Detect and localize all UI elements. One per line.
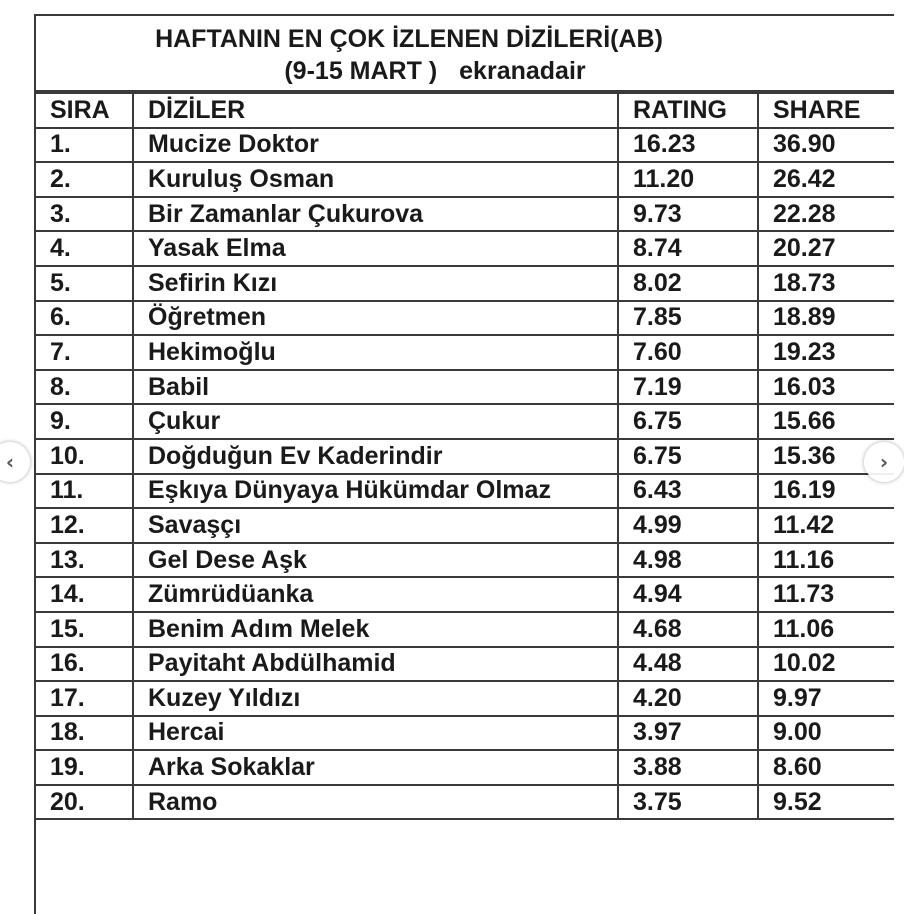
cell-share: 10.02 [758,647,894,682]
cell-rating: 4.94 [618,577,758,612]
cell-share: 9.52 [758,785,894,820]
cell-name: Babil [133,370,618,405]
table-row [34,404,894,439]
cell-rating: 7.19 [618,370,758,405]
cell-share: 16.03 [758,370,894,405]
cell-share: 15.36 [758,439,894,474]
cell-rank: 6. [34,301,133,336]
cell-rating: 6.75 [618,404,758,439]
cell-rating: 6.43 [618,474,758,509]
table-row [34,301,894,336]
cell-rank: 10. [34,439,133,474]
cell-rank: 4. [34,231,133,266]
next-slide-button[interactable] [864,442,904,482]
table-row [34,231,894,266]
cell-name: Benim Adım Melek [133,612,618,647]
cell-share: 11.73 [758,577,894,612]
cell-name: Öğretmen [133,301,618,336]
cell-rank: 1. [34,128,133,163]
cell-share: 19.23 [758,335,894,370]
cell-name: Hekimoğlu [133,335,618,370]
table-body [34,128,894,820]
cell-rank: 7. [34,335,133,370]
table-row [34,162,894,197]
cell-share: 22.28 [758,197,894,232]
cell-name: Çukur [133,404,618,439]
cell-name: Gel Dese Aşk [133,543,618,578]
cell-rating: 7.85 [618,301,758,336]
cell-rank: 8. [34,370,133,405]
cell-share: 11.06 [758,612,894,647]
chevron-left-icon: ‹ [5,450,15,474]
ratings-table [34,92,894,820]
table-row [34,474,894,509]
cell-rating: 4.98 [618,543,758,578]
ratings-sheet [34,14,894,914]
cell-share: 26.42 [758,162,894,197]
cell-rating: 3.88 [618,750,758,785]
cell-rating: 4.68 [618,612,758,647]
table-row [34,785,894,820]
cell-name: Yasak Elma [133,231,618,266]
cell-rank: 15. [34,612,133,647]
source-label: ekranadair [459,57,586,85]
header-rating: RATING [618,93,758,128]
cell-share: 9.00 [758,716,894,751]
cell-rating: 4.99 [618,508,758,543]
table-row [34,335,894,370]
cell-share: 11.42 [758,508,894,543]
cell-name: Eşkıya Dünyaya Hükümdar Olmaz [133,474,618,509]
cell-name: Arka Sokaklar [133,750,618,785]
cell-rank: 17. [34,681,133,716]
table-row [34,681,894,716]
prev-slide-button[interactable] [0,442,30,482]
cell-rank: 20. [34,785,133,820]
cell-rank: 5. [34,266,133,301]
cell-rank: 14. [34,577,133,612]
cell-share: 18.89 [758,301,894,336]
cell-rank: 16. [34,647,133,682]
cell-rank: 3. [34,197,133,232]
cell-rating: 8.74 [618,231,758,266]
cell-share: 36.90 [758,128,894,163]
cell-name: Savaşçı [133,508,618,543]
cell-share: 16.19 [758,474,894,509]
cell-rating: 4.48 [618,647,758,682]
header-row [34,93,894,128]
table-row [34,508,894,543]
cell-share: 9.97 [758,681,894,716]
chevron-right-icon: › [879,450,889,474]
table-row [34,647,894,682]
cell-rank: 19. [34,750,133,785]
header-name: DİZİLER [133,93,618,128]
table-row [34,266,894,301]
table-row [34,439,894,474]
page-title: HAFTANIN EN ÇOK İZLENEN DİZİLERİ(AB) [155,25,663,53]
table-row [34,750,894,785]
cell-name: Bir Zamanlar Çukurova [133,197,618,232]
cell-name: Doğduğun Ev Kaderindir [133,439,618,474]
cell-name: Hercai [133,716,618,751]
table-row [34,612,894,647]
cell-name: Ramo [133,785,618,820]
cell-rank: 12. [34,508,133,543]
cell-rating: 4.20 [618,681,758,716]
cell-name: Kuzey Yıldızı [133,681,618,716]
header-share: SHARE [758,93,894,128]
cell-rank: 11. [34,474,133,509]
table-row [34,577,894,612]
cell-rating: 8.02 [618,266,758,301]
table-row [34,370,894,405]
cell-share: 18.73 [758,266,894,301]
cell-name: Kuruluş Osman [133,162,618,197]
cell-rating: 16.23 [618,128,758,163]
table-row [34,197,894,232]
title-block [36,16,894,92]
table-row [34,543,894,578]
cell-rating: 3.75 [618,785,758,820]
cell-rank: 2. [34,162,133,197]
cell-rating: 11.20 [618,162,758,197]
cell-rank: 13. [34,543,133,578]
cell-name: Zümrüdüanka [133,577,618,612]
cell-name: Payitaht Abdülhamid [133,647,618,682]
cell-name: Sefirin Kızı [133,266,618,301]
header-rank: SIRA [34,93,133,128]
cell-share: 20.27 [758,231,894,266]
cell-name: Mucize Doktor [133,128,618,163]
date-range: (9-15 MART ) [284,57,438,85]
table-row [34,716,894,751]
cell-share: 15.66 [758,404,894,439]
cell-rating: 9.73 [618,197,758,232]
cell-rating: 6.75 [618,439,758,474]
table-row [34,128,894,163]
cell-share: 11.16 [758,543,894,578]
cell-rating: 3.97 [618,716,758,751]
cell-rank: 9. [34,404,133,439]
cell-rating: 7.60 [618,335,758,370]
subtitle-line [0,56,894,86]
cell-rank: 18. [34,716,133,751]
cell-share: 8.60 [758,750,894,785]
